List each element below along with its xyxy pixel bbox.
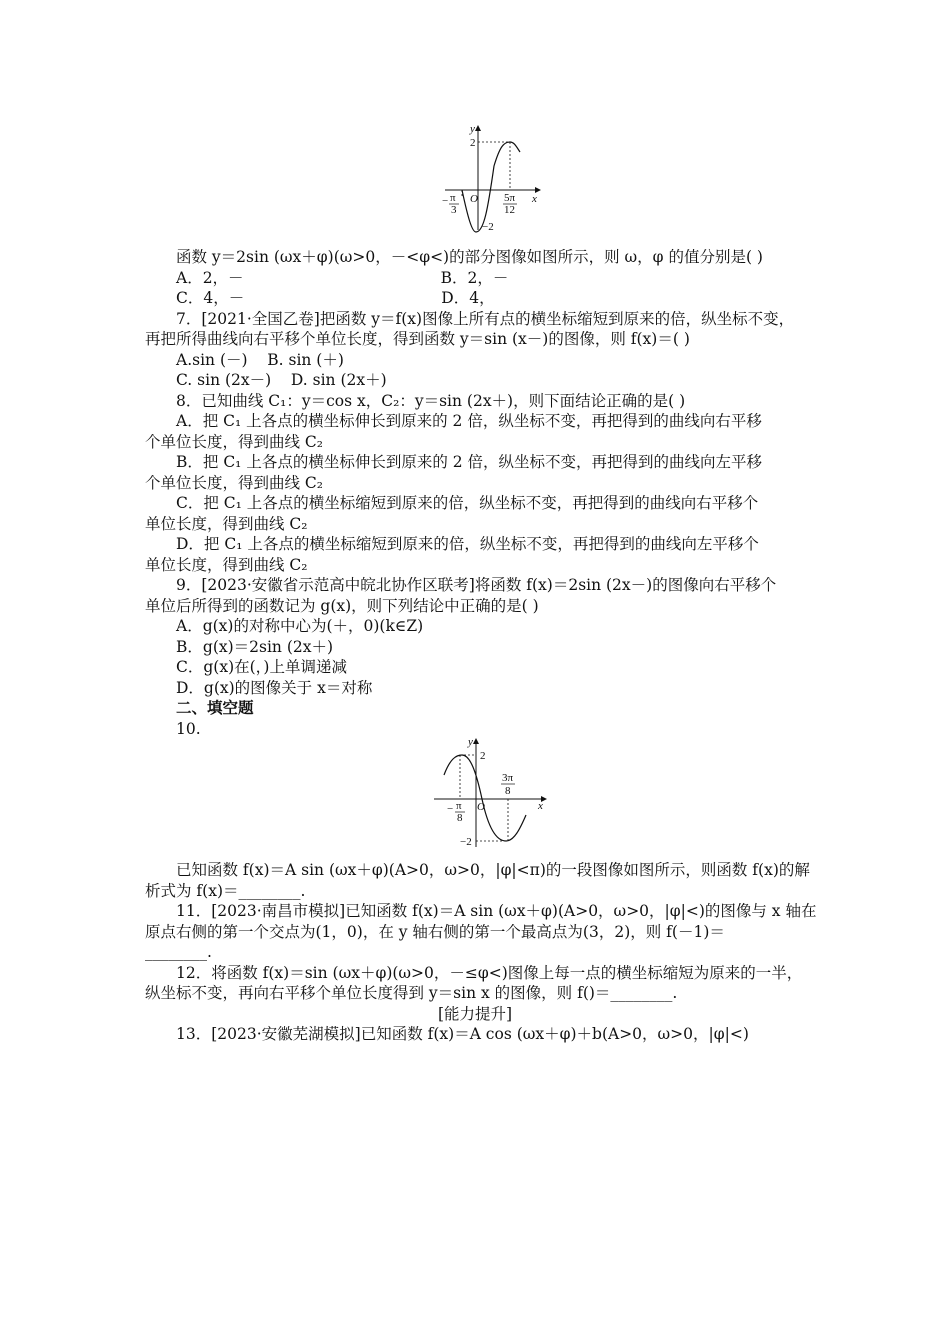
q8-stem: 8．已知曲线 C₁：y＝cos x，C₂：y＝sin (2x＋)，则下面结论正确的是( ): [176, 392, 686, 410]
q7-stem-1: 7．[2021·全国乙卷]把函数 y＝f(x)图像上所有点的横坐标缩短到原来的倍，纵坐标不变，: [176, 310, 795, 328]
q9-option-b: B．g(x)＝2sin (2x＋): [176, 638, 334, 656]
left-numerator: π: [450, 192, 456, 204]
q7-stem-2: 再把所得曲线向右平移个单位长度，得到函数 y＝sin (x－)的图像，则 f(x)＝( ): [145, 330, 690, 348]
q10-number: 10.: [176, 720, 201, 738]
right-denominator: 8: [505, 785, 511, 797]
right-numerator: 5π: [504, 192, 516, 204]
q6-options-ab: A．2，－ B．2，－: [176, 269, 509, 287]
q7-options-ab: A.sin (－) B. sin (＋): [176, 351, 344, 369]
q10-stem-1: 已知函数 f(x)＝A sin (ωx＋φ)(A>0，ω>0，|φ|<π)的一段图像如图所示，则函数 f(x)的解: [176, 861, 810, 879]
y-min-label: −2: [482, 221, 494, 233]
q12-stem-1: 12．将函数 f(x)＝sin (ωx＋φ)(ω>0，－≤φ<)图像上每一点的横坐标缩短为原来的一半，: [176, 964, 803, 982]
right-denominator: 12: [504, 204, 515, 216]
q8-option-d-1: D．把 C₁ 上各点的横坐标缩短到原来的倍，纵坐标不变，再把得到的曲线向左平移个: [176, 535, 759, 553]
q8-option-a-2: 个单位长度，得到曲线 C₂: [145, 433, 324, 451]
q11-stem-3: ________.: [145, 943, 212, 961]
figure-1-graph: [440, 122, 550, 237]
q7-options-cd: C. sin (2x－) D. sin (2x＋): [176, 371, 387, 389]
left-denominator: 3: [451, 204, 457, 216]
q8-option-c-1: C．把 C₁ 上各点的横坐标缩短到原来的倍，纵坐标不变，再把得到的曲线向右平移个: [176, 494, 759, 512]
q8-option-b-2: 个单位长度，得到曲线 C₂: [145, 474, 324, 492]
y-axis-label: y: [468, 736, 473, 748]
q8-option-a-1: A．把 C₁ 上各点的横坐标伸长到原来的 2 倍，纵坐标不变，再把得到的曲线向右平移: [176, 412, 762, 430]
right-numerator: 3π: [502, 772, 514, 784]
q12-stem-2: 纵坐标不变，再向右平移个单位长度得到 y＝sin x 的图像，则 f()＝________.: [145, 984, 678, 1002]
left-denominator: 8: [457, 812, 463, 824]
q13-stem-1: 13．[2023·安徽芜湖模拟]已知函数 f(x)＝A cos (ωx＋φ)＋b(A>0，ω>0，|φ|<): [176, 1025, 749, 1043]
y-max-label: 2: [470, 137, 476, 149]
sine-curve: [462, 142, 520, 232]
y-min-label: −2: [460, 836, 472, 848]
q9-stem-2: 单位后所得到的函数记为 g(x)，则下列结论中正确的是( ): [145, 597, 539, 615]
y-axis-label: y: [470, 123, 475, 135]
q10-stem-2: 析式为 f(x)＝________.: [145, 882, 306, 900]
q8-option-c-2: 单位长度，得到曲线 C₂: [145, 515, 308, 533]
section-heading-fill-blank: 二、填空题: [176, 698, 254, 717]
section-heading-ability: [能力提升]: [437, 1005, 513, 1023]
q11-stem-2: 原点右侧的第一个交点为(1，0)，在 y 轴右侧的第一个最高点为(3，2)，则 f(－1)＝: [145, 923, 725, 941]
x-axis-label: x: [532, 193, 537, 205]
origin-label: O: [470, 193, 478, 205]
q6-options-cd: C．4，－ D．4，: [176, 289, 495, 307]
sine-curve: [444, 755, 526, 841]
x-axis-label: x: [538, 800, 543, 812]
left-minus: −: [447, 803, 454, 815]
q9-option-d: D．g(x)的图像关于 x＝对称: [176, 679, 373, 697]
q11-stem-1: 11．[2023·南昌市模拟]已知函数 f(x)＝A sin (ωx＋φ)(A>0，ω>0，|φ|<)的图像与 x 轴在: [176, 902, 817, 920]
q9-option-c: C．g(x)在(，)上单调递减: [176, 658, 347, 676]
left-minus: −: [442, 195, 449, 207]
q8-option-b-1: B．把 C₁ 上各点的横坐标伸长到原来的 2 倍，纵坐标不变，再把得到的曲线向左平移: [176, 453, 763, 471]
figure-2-graph: [430, 735, 555, 850]
q9-stem-1: 9．[2023·安徽省示范高中皖北协作区联考]将函数 f(x)＝2sin (2x－)的图像向右平移个: [176, 576, 777, 594]
q6-stem: 函数 y＝2sin (ωx＋φ)(ω>0，－<φ<)的部分图像如图所示，则 ω，φ 的值分别是( ): [176, 248, 763, 266]
y-max-label: 2: [480, 750, 486, 762]
origin-label: O: [477, 801, 485, 813]
q9-option-a: A．g(x)的对称中心为(＋，0)(k∈Z): [176, 617, 424, 635]
left-numerator: π: [456, 800, 462, 812]
q8-option-d-2: 单位长度，得到曲线 C₂: [145, 556, 308, 574]
